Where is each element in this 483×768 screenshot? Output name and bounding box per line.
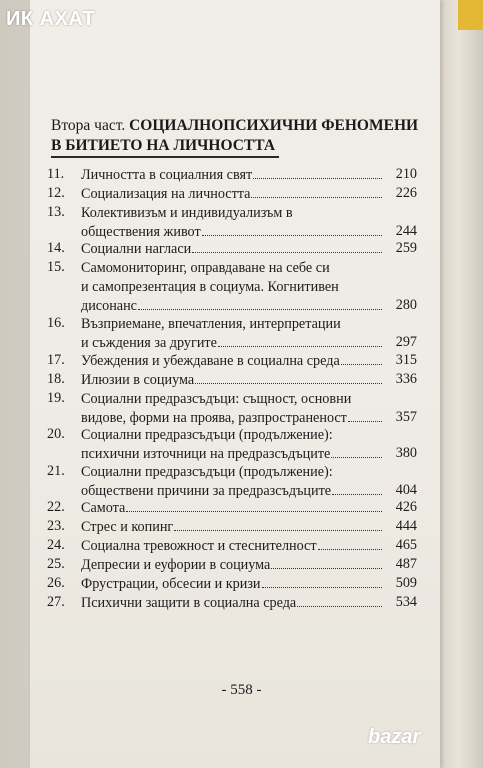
toc-leader-dots bbox=[262, 575, 382, 588]
section-heading-line-1 bbox=[51, 116, 431, 136]
toc-entry-title bbox=[81, 426, 381, 464]
heading-divider bbox=[51, 156, 279, 158]
bazar-logo-text: bazar bbox=[368, 726, 421, 748]
toc-entry-page: 509 bbox=[395, 575, 417, 591]
toc-entry-title bbox=[81, 352, 381, 371]
toc-entry-page: 315 bbox=[395, 352, 417, 368]
toc-entry-title-line: и съждения за другите bbox=[81, 335, 217, 351]
toc-entry-page: 280 bbox=[395, 297, 417, 313]
toc-entry-number: 13. bbox=[47, 204, 65, 220]
toc-entry-title bbox=[81, 204, 381, 242]
toc-leader-dots bbox=[192, 240, 382, 253]
toc-entry-number: 25. bbox=[47, 556, 65, 572]
toc-entry-title bbox=[81, 499, 381, 518]
toc-entry-number: 14. bbox=[47, 240, 65, 256]
toc-entry-title-line: Социални предразсъдъци (продължение): bbox=[81, 427, 333, 443]
toc-entry-title bbox=[81, 185, 381, 204]
toc-entry-title bbox=[81, 463, 381, 501]
toc-leader-dots bbox=[331, 445, 382, 458]
toc-leader-dots bbox=[341, 352, 382, 365]
toc-entry-number: 17. bbox=[47, 352, 65, 368]
toc-entry-number: 27. bbox=[47, 594, 65, 610]
toc-entry-title-line: Депресии и еуфории в социума bbox=[81, 557, 271, 573]
toc-entry-title-line: Социализация на личността bbox=[81, 186, 251, 202]
section-title-line-2: В БИТИЕТО НА ЛИЧНОСТТА bbox=[51, 137, 276, 154]
toc-entry-page: 297 bbox=[395, 334, 417, 350]
toc-entry-page: 210 bbox=[395, 166, 417, 182]
page-number-footer: - 558 - bbox=[221, 682, 262, 698]
toc-entry-number: 16. bbox=[47, 315, 65, 331]
toc-entry-title-line: Убеждения и убеждаване в социална среда bbox=[81, 353, 340, 369]
toc-entry-title-line: Социална тревожност и стеснителност bbox=[81, 538, 317, 554]
toc-entry-title bbox=[81, 166, 381, 185]
bazar-logo-watermark bbox=[368, 722, 468, 758]
toc-leader-dots bbox=[318, 537, 382, 550]
toc-entry-title-line: Социални предразсъдъци: същност, основни bbox=[81, 391, 352, 407]
toc-entry-page: 426 bbox=[395, 499, 417, 515]
toc-leader-dots bbox=[174, 518, 382, 531]
toc-entry-title-line: обществения живот bbox=[81, 224, 201, 240]
toc-leader-dots bbox=[218, 334, 382, 347]
toc-entry-title bbox=[81, 556, 381, 575]
section-title-line-1: СОЦИАЛНОПСИХИЧНИ ФЕНОМЕНИ bbox=[129, 117, 419, 134]
toc-entry-number: 15. bbox=[47, 259, 65, 275]
toc-entry-title-line: Социални нагласи bbox=[81, 241, 192, 257]
toc-leader-dots bbox=[251, 185, 382, 198]
toc-leader-dots bbox=[271, 556, 382, 569]
toc-entry-page: 336 bbox=[395, 371, 417, 387]
toc-entry-number: 26. bbox=[47, 575, 65, 591]
toc-entry-title bbox=[81, 594, 381, 613]
toc-entry-page: 465 bbox=[395, 537, 417, 553]
book-page-edges bbox=[438, 0, 483, 768]
toc-entry-title bbox=[81, 537, 381, 556]
toc-entry-title bbox=[81, 575, 381, 594]
toc-entry-title-line: Самота bbox=[81, 500, 126, 516]
toc-leader-dots bbox=[253, 166, 382, 179]
toc-entry-title-line: и самопрезентация в социума. Когнитивен bbox=[81, 279, 339, 295]
toc-leader-dots bbox=[332, 482, 382, 495]
toc-entry-number: 20. bbox=[47, 426, 65, 442]
toc-entry-number: 18. bbox=[47, 371, 65, 387]
toc-entry-title-line: Личността в социалния свят bbox=[81, 167, 253, 183]
toc-entry-number: 23. bbox=[47, 518, 65, 534]
toc-entry-page: 259 bbox=[395, 240, 417, 256]
toc-entry-page: 244 bbox=[395, 223, 417, 239]
toc-entry-title-line: обществени причини за предразсъдъците bbox=[81, 483, 332, 499]
toc-entry-title bbox=[81, 371, 381, 390]
toc-entry-title bbox=[81, 518, 381, 537]
toc-entry-title bbox=[81, 240, 381, 259]
toc-leader-dots bbox=[138, 297, 382, 310]
toc-leader-dots bbox=[195, 371, 382, 384]
section-heading bbox=[51, 116, 431, 156]
toc-entry-number: 21. bbox=[47, 463, 65, 479]
toc-leader-dots bbox=[297, 594, 382, 607]
toc-entry-number: 12. bbox=[47, 185, 65, 201]
toc-entry-title bbox=[81, 259, 381, 316]
toc-entry-title-line: Социални предразсъдъци (продължение): bbox=[81, 464, 333, 480]
toc-entry-number: 22. bbox=[47, 499, 65, 515]
toc-entry-title bbox=[81, 315, 381, 353]
toc-entry-title-line: Фрустрации, обсесии и кризи bbox=[81, 576, 261, 592]
toc-entry-title-line: дисонанс bbox=[81, 298, 137, 314]
toc-entry-page: 444 bbox=[395, 518, 417, 534]
toc-entry-title-line: Самомониторинг, оправдаване на себе си bbox=[81, 260, 330, 276]
toc-entry-title-line: видове, форми на проява, разпространеност bbox=[81, 410, 347, 426]
toc-entry-title-line: психични източници на предразсъдъците bbox=[81, 446, 331, 462]
toc-entry-title-line: Възприемане, впечатления, интерпретации bbox=[81, 316, 341, 332]
toc-entry-title-line: Стрес и копинг bbox=[81, 519, 174, 535]
part-label: Втора част. bbox=[51, 117, 126, 134]
toc-entry-number: 11. bbox=[47, 166, 65, 182]
book-cover-edge bbox=[458, 0, 483, 30]
toc-entry-number: 24. bbox=[47, 537, 65, 553]
toc-entry-page: 404 bbox=[395, 482, 417, 498]
toc-entry-page: 534 bbox=[395, 594, 417, 610]
toc-entry-title-line: Илюзии в социума bbox=[81, 372, 195, 388]
toc-entry-number: 19. bbox=[47, 390, 65, 406]
toc-entry-page: 380 bbox=[395, 445, 417, 461]
seller-watermark: ИК АХАТ bbox=[6, 8, 96, 30]
toc-entry-title-line: Психични защити в социална среда bbox=[81, 595, 297, 611]
toc-entry-page: 487 bbox=[395, 556, 417, 572]
toc-entry-page: 226 bbox=[395, 185, 417, 201]
toc-entry-title bbox=[81, 390, 381, 428]
toc-leader-dots bbox=[202, 223, 382, 236]
toc-entry-title-line: Колективизъм и индивидуализъм в bbox=[81, 205, 293, 221]
toc-leader-dots bbox=[126, 499, 382, 512]
toc-entry-page: 357 bbox=[395, 409, 417, 425]
